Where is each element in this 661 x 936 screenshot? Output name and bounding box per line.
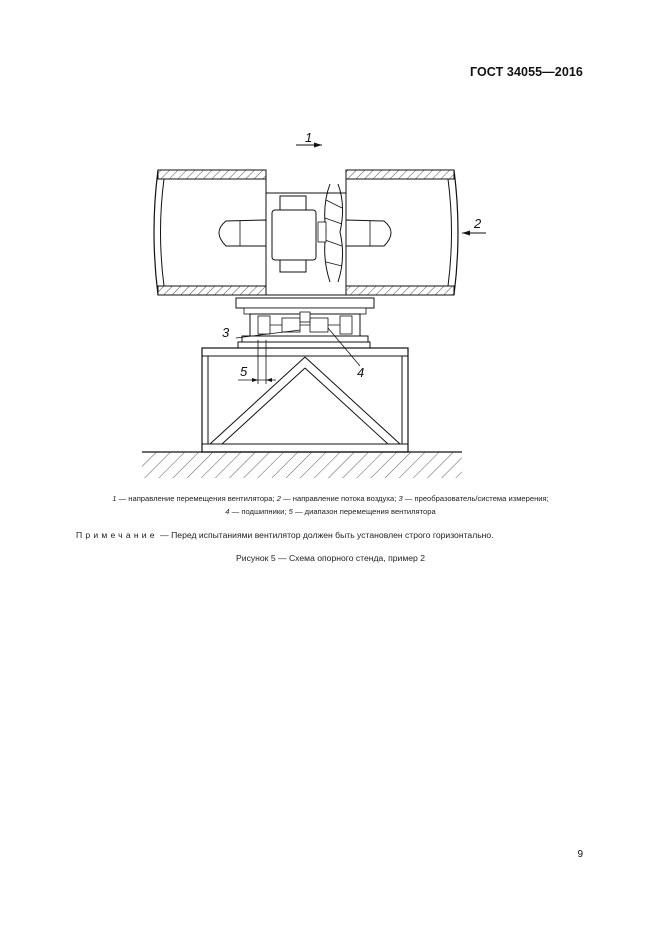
legend-num-5: 5 [288, 507, 293, 516]
legend-text-5: — диапазон перемещения вентилятора [292, 507, 436, 516]
legend-text-2: — направление потока воздуха; [280, 494, 399, 503]
svg-text:2: 2 [474, 216, 482, 231]
legend-text-1: — направление перемещения вентилятора; [116, 494, 277, 503]
support-frame [202, 348, 408, 452]
svg-text:1: 1 [305, 130, 313, 145]
figure-note [76, 530, 494, 540]
document-header: ГОСТ 34055—2016 [469, 65, 583, 79]
legend-num-3: 3 [398, 494, 403, 503]
page-number: 9 [577, 849, 583, 860]
legend-num-4: 4 [225, 507, 230, 516]
legend-num-2: 2 [276, 494, 281, 503]
callout-1 [296, 130, 322, 148]
legend-num-1: 1 [112, 494, 117, 503]
ground-hatching [142, 452, 462, 478]
svg-text:3: 3 [222, 325, 230, 340]
figure-legend-line-2 [40, 505, 621, 519]
svg-text:4: 4 [357, 365, 365, 380]
legend-text-3: — преобразователь/система измерения; [402, 494, 549, 503]
note-text: — Перед испытаниями вентилятор должен быть установлен строго горизонтально. [157, 530, 494, 540]
figure-legend-line-1 [40, 492, 621, 506]
note-label: Примечание [76, 530, 158, 540]
figure-caption: Рисунок 5 — Схема опорного стенда, пример 2 [236, 553, 425, 563]
svg-text:5: 5 [240, 364, 248, 379]
callout-2 [462, 216, 486, 236]
support-platform [236, 298, 374, 348]
legend-text-4: — подшипники; [229, 507, 289, 516]
fan-housing [219, 184, 391, 295]
